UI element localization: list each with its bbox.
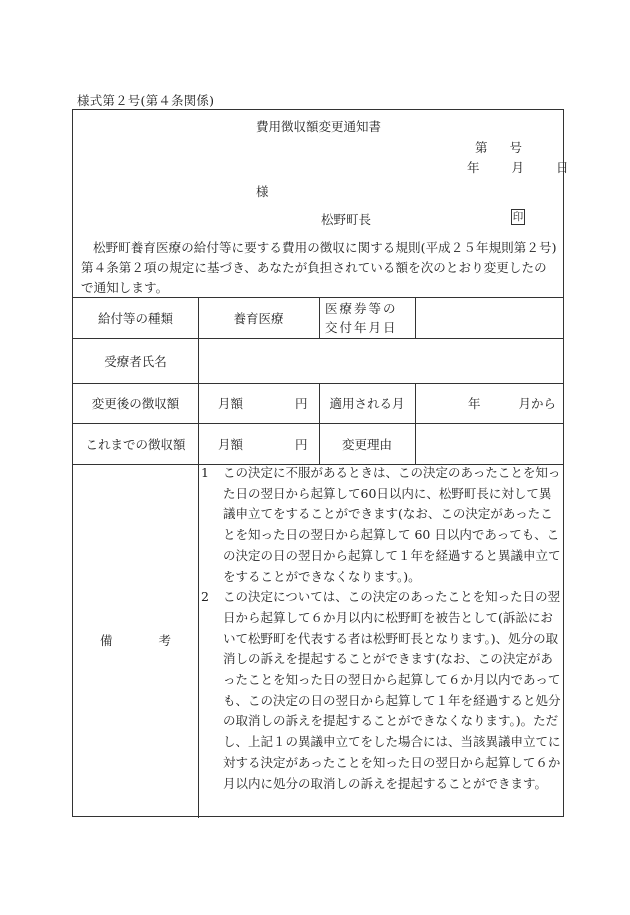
- patient-name-value: [198, 338, 565, 383]
- new-amount-value: 月額 円: [218, 396, 308, 411]
- previous-amount-label: これまでの徴収額: [85, 436, 186, 452]
- applied-month-label: 適用される月: [329, 396, 405, 411]
- remarks-list: [201, 463, 561, 794]
- form-number-title: 様式第２号(第４条関係): [77, 93, 215, 108]
- benefit-type-label: 給付等の種類: [97, 310, 173, 326]
- document-date: 年 月 日: [467, 160, 569, 175]
- notice-form-sheet: [72, 109, 569, 817]
- notice-text: 松野町養育医療の給付等に要する費用の徴収に関する規則(平成２５年規則第２号)第４条第２項の規定に基づき、あなたが負担されている額を次のとおり変更したので通知します。: [81, 240, 557, 295]
- applied-month-value: 年 月から: [468, 396, 556, 411]
- change-reason-value: [415, 423, 565, 464]
- benefit-type-value: 養育医療: [233, 310, 284, 326]
- issue-date-label: 医療券等の交付年月日: [325, 300, 398, 335]
- remarks-label: 備 考: [100, 633, 171, 648]
- document-title: 費用徴収額変更通知書: [256, 119, 382, 134]
- previous-amount-value: 月額 円: [218, 436, 308, 452]
- addressee-suffix: 様: [256, 184, 269, 199]
- remark-number: 2: [201, 589, 209, 605]
- new-amount-label: 変更後の徴収額: [91, 396, 180, 411]
- remark-item: [201, 587, 561, 794]
- remark-text: この決定に不服があるときは、この決定のあったことを知った日の翌日から起算して60日以内に、松野町長に対して異議申立てをすることができます(なお、この決定があったことを知った日の翌日から起算して 60 日以内であっても、この決定の日の翌日から起算して１年を経過すると異議申立てをすることができなくなります。)。: [223, 465, 561, 584]
- patient-name-label: 受療者氏名: [104, 353, 167, 369]
- row1-rule-a: [319, 297, 320, 338]
- remark-item: [201, 463, 561, 587]
- issue-date-value: [415, 297, 565, 338]
- remark-number: 1: [201, 465, 209, 480]
- remark-text: この決定については、この決定のあったことを知った日の翌日から起算して６か月以内に松野町を被告として(訴訟において松野町を代表する者は松野町長となります。)、処分の取消しの訴えを提起することができます(なお、この決定があったことを知った日の翌日から起算して６か月以内であっても、この決定の日の翌日から起算して１年を経過すると処分の取消しの訴えを提起することができなくなります。)。ただし、上記１の異議申立てをした場合には、当該異議申立てに対する決定があったことを知った日の翌日から起算して６か月以内に処分の取消しの訴えを提起することができます。: [223, 589, 561, 791]
- change-reason-label: 変更理由: [341, 436, 392, 452]
- seal-mark: 印: [511, 209, 525, 225]
- issuer-name: 松野町長: [321, 212, 372, 227]
- document-number: 第 号: [475, 140, 522, 155]
